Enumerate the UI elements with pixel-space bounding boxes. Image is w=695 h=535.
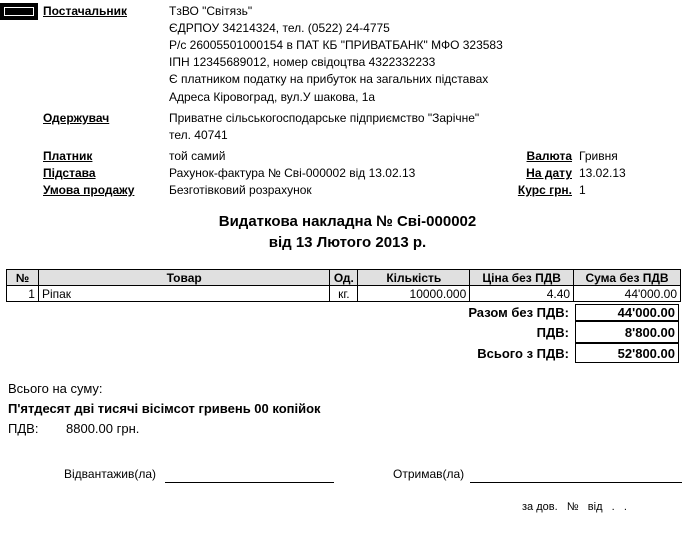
basis-value: Рахунок-фактура № Сві-000002 від 13.02.13 — [169, 166, 416, 180]
row-product: Ріпак — [38, 286, 329, 302]
date-value: 13.02.13 — [579, 166, 626, 180]
document-date: від 13 Лютого 2013 р. — [268, 234, 427, 251]
supplier-label: Постачальник — [43, 4, 127, 18]
row-qty: 10000.000 — [358, 286, 470, 302]
rate-label: Курс грн. — [517, 183, 572, 197]
received-by-signature-line — [470, 482, 682, 483]
shipped-by-label: Відвантажив(ла) — [64, 467, 157, 481]
table-header-row — [7, 270, 681, 286]
subtotal-value: 44'000.00 — [575, 304, 679, 321]
col-price-header: Ціна без ПДВ — [470, 270, 574, 286]
col-unit-header: Од. — [330, 270, 358, 286]
subtotal-label: Разом без ПДВ: — [468, 305, 569, 320]
supplier-line-2: ЄДРПОУ 34214324, тел. (0522) 24-4775 — [169, 21, 390, 35]
col-product-header: Товар — [38, 270, 329, 286]
payer-label: Платник — [43, 149, 93, 163]
recipient-line-1: Приватне сільськогосподарське підприємство "Зарічне" — [169, 111, 480, 125]
currency-value: Гривня — [579, 149, 618, 163]
row-price: 4.40 — [470, 286, 574, 302]
document-title: Видаткова накладна № Сві-000002 — [218, 213, 477, 230]
col-qty-header: Кількість — [358, 270, 470, 286]
supplier-line-1: ТзВО "Світязь" — [169, 4, 253, 18]
col-num-header: № — [7, 270, 39, 286]
col-sum-header: Сума без ПДВ — [574, 270, 681, 286]
total-label: Всього з ПДВ: — [477, 346, 569, 361]
currency-label: Валюта — [526, 149, 572, 163]
basis-label: Підстава — [43, 166, 96, 180]
goods-table — [6, 269, 681, 302]
row-sum: 44'000.00 — [574, 286, 681, 302]
recipient-line-2: тел. 40741 — [169, 128, 228, 142]
vat-label: ПДВ: — [536, 325, 569, 340]
row-num: 1 — [7, 286, 39, 302]
terms-value: Безготівковий розрахунок — [169, 183, 312, 197]
table-row — [7, 286, 681, 302]
supplier-line-5: Є платником податку на прибуток на загальних підставах — [169, 72, 489, 86]
sum-in-words: П'ятдесят дві тисячі вісімсот гривень 00 копійок — [8, 401, 321, 416]
vat-summary-label: ПДВ: — [8, 421, 39, 436]
row-unit: кг. — [330, 286, 358, 302]
received-by-label: Отримав(ла) — [393, 467, 465, 481]
date-label: На дату — [526, 166, 572, 180]
total-value: 52'800.00 — [575, 343, 679, 363]
shipped-by-signature-line — [165, 482, 334, 483]
vat-value: 8'800.00 — [575, 321, 679, 343]
sum-label: Всього на суму: — [8, 381, 103, 396]
supplier-line-6: Адреса Кіровоград, вул.У шакова, 1а — [169, 90, 376, 104]
payer-value: той самий — [169, 149, 226, 163]
black-marker-block — [0, 3, 38, 20]
vat-summary-amount: 8800.00 грн. — [66, 421, 140, 436]
recipient-label: Одержувач — [43, 111, 110, 125]
supplier-line-4: ІПН 12345689012, номер свідоцтва 4322332233 — [169, 55, 436, 69]
supplier-line-3: Р/с 26005501000154 в ПАТ КБ "ПРИВАТБАНК" МФО 323583 — [169, 38, 503, 52]
rate-value: 1 — [579, 183, 586, 197]
terms-label: Умова продажу — [43, 183, 135, 197]
proxy-text: за дов. № від . . — [522, 501, 627, 513]
